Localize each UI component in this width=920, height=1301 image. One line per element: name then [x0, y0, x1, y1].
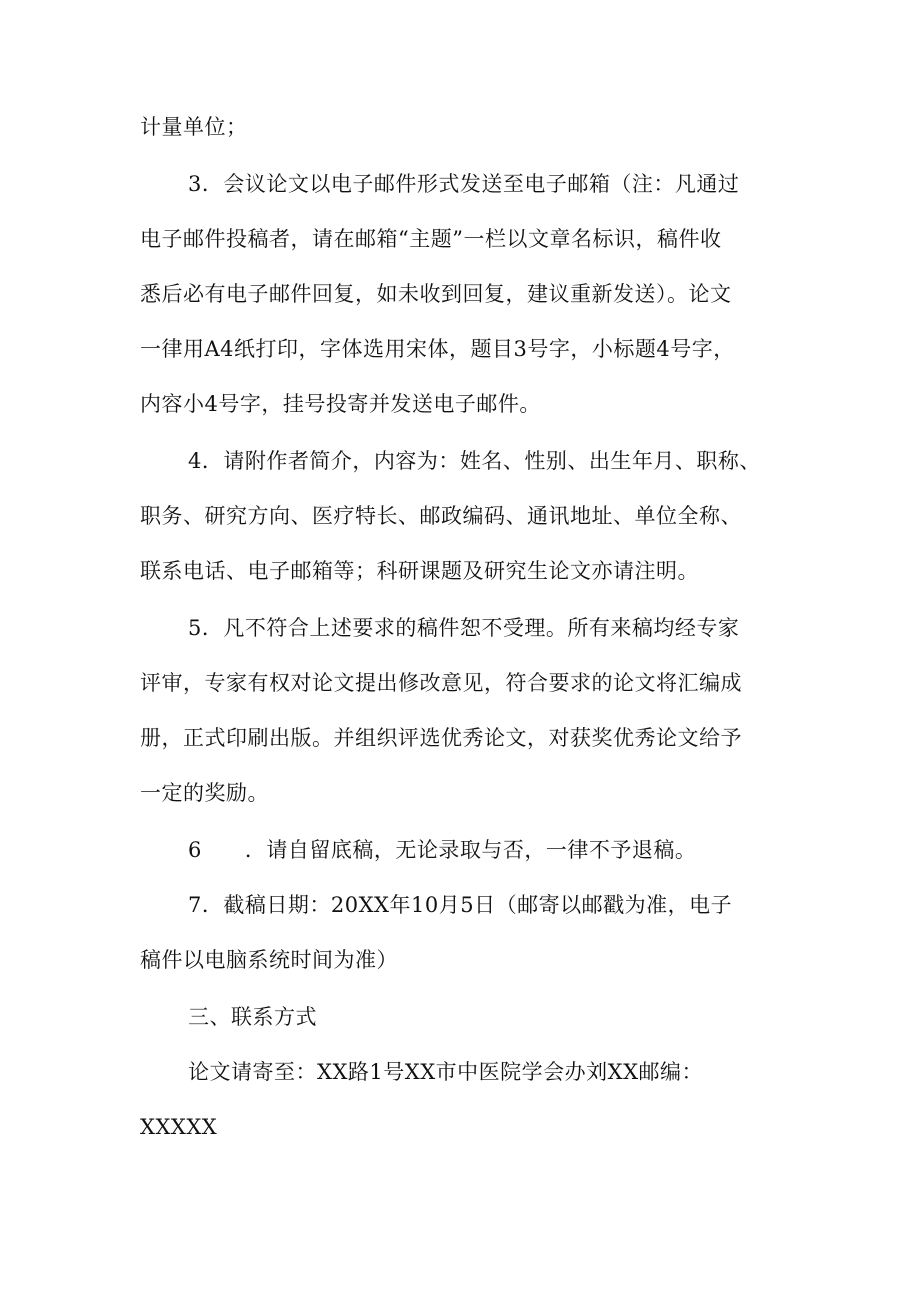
text-line: XXXXX — [140, 1115, 218, 1139]
text-line: 论文请寄至：XX路1号XX市中医院学会办刘XX邮编： — [188, 1060, 704, 1084]
text-line: 职务、研究方向、医疗特长、邮政编码、通讯地址、单位全称、 — [140, 504, 742, 528]
text-line: 6 ．请自留底稿，无论录取与否，一律不予退稿。 — [188, 838, 697, 862]
section-heading: 三、联系方式 — [188, 1005, 317, 1029]
text-line: 悉后必有电子邮件回复，如未收到回复，建议重新发送）。论文 — [140, 282, 732, 306]
text-line: 3．会议论文以电子邮件形式发送至电子邮箱（注：凡通过 — [188, 172, 740, 196]
text-line: 评审，专家有权对论文提出修改意见，符合要求的论文将汇编成 — [140, 671, 742, 695]
text-line: 电子邮件投稿者，请在邮箱“主题”一栏以文章名标识，稿件收 — [140, 227, 722, 251]
text-line: 一律用A4纸打印，字体选用宋体，题目3号字，小标题4号字， — [140, 337, 735, 361]
text-line: 内容小4号字，挂号投寄并发送电子邮件。 — [140, 392, 541, 416]
text-line: 册，正式印刷出版。并组织评选优秀论文，对获奖优秀论文给予 — [140, 726, 742, 750]
text-line: 联系电话、电子邮箱等；科研课题及研究生论文亦请注明。 — [140, 559, 699, 583]
text-line: 5．凡不符合上述要求的稿件恕不受理。所有来稿均经专家 — [188, 616, 740, 640]
text-line: 7．截稿日期：20XX年10月5日（邮寄以邮戳为准，电子 — [188, 893, 733, 917]
text-line: 4．请附作者简介，内容为：姓名、性别、出生年月、职称、 — [188, 449, 761, 473]
text-line: 计量单位； — [140, 115, 248, 139]
text-line: 稿件以电脑系统时间为准） — [140, 948, 398, 972]
text-line: 一定的奖励。 — [140, 781, 269, 805]
